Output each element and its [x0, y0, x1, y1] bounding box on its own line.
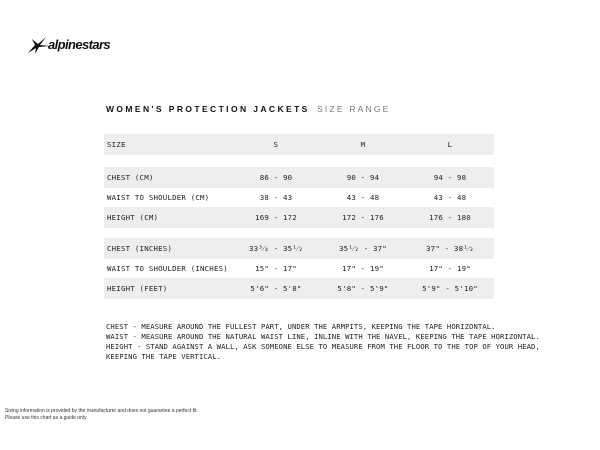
brand-logo: [26, 36, 136, 56]
note-height: HEIGHT - STAND AGAINST A WALL, ASK SOMEONE ELSE TO MEASURE FROM THE FLOOR TO THE TOP OF YOUR HEAD,: [106, 342, 540, 351]
row-label: CHEST (CM): [107, 173, 154, 182]
cell-l: 17" - 19": [429, 264, 471, 273]
table-row: [104, 258, 494, 279]
row-label: HEIGHT (CM): [107, 213, 159, 222]
size-header-s: S: [273, 140, 279, 149]
cell-m: 90 - 94: [346, 173, 380, 182]
table-row: [104, 167, 494, 188]
note-waist: WAIST - MEASURE AROUND THE NATURAL WAIST LINE, INLINE WITH THE NAVEL, KEEPING THE TAPE HORIZONTAL.: [106, 332, 540, 341]
cell-l: 94 - 98: [433, 173, 467, 182]
cell-s: 15" - 17": [255, 264, 297, 273]
cell-m: 43 - 48: [346, 193, 380, 202]
cell-m: 172 - 176: [342, 213, 384, 222]
cell-m: 35¹⁄₂ - 37": [339, 244, 387, 253]
brand-wordmark: alpinestars: [48, 37, 111, 52]
table-row: [104, 238, 494, 259]
row-label: CHEST (INCHES): [107, 244, 173, 253]
cell-s: 38 - 43: [259, 193, 293, 202]
size-header-row: [104, 134, 494, 155]
note-height-cont: KEEPING THE TAPE VERTICAL.: [106, 352, 222, 361]
cell-l: 176 - 180: [429, 213, 471, 222]
cell-l: 5'9" - 5'10": [422, 284, 478, 293]
cell-l: 37" - 38¹⁄₂: [426, 244, 474, 253]
table-row: [104, 207, 494, 228]
cell-l: 43 - 48: [433, 193, 467, 202]
cell-s: 5'6" - 5'8": [250, 284, 302, 293]
size-header-label: SIZE: [107, 140, 126, 149]
table-row: [104, 278, 494, 299]
note-chest: CHEST - MEASURE AROUND THE FULLEST PART, UNDER THE ARMPITS, KEEPING THE TAPE HORIZONTAL.: [106, 322, 496, 331]
cell-m: 5'8" - 5'9": [337, 284, 389, 293]
size-header-l: L: [447, 140, 453, 149]
table-row: [104, 187, 494, 208]
row-label: WAIST TO SHOULDER (CM): [107, 193, 210, 202]
row-label: WAIST TO SHOULDER (INCHES): [107, 264, 228, 273]
disclaimer: [5, 408, 198, 422]
disclaimer-line: Sizing information is provided by the manufacturer and does not guarantee a perfect fit.: [5, 408, 198, 414]
title-main: WOMEN'S PROTECTION JACKETS: [106, 104, 310, 114]
size-header-m: M: [360, 140, 366, 149]
measurement-notes: [106, 322, 540, 362]
row-label: HEIGHT (FEET): [107, 284, 168, 293]
cell-s: 169 - 172: [255, 213, 297, 222]
page-title: [106, 104, 391, 115]
disclaimer-line: Please use this chart as a guide only.: [5, 415, 88, 421]
title-sub: SIZE RANGE: [317, 104, 391, 114]
cell-s: 86 - 90: [259, 173, 293, 182]
cell-s: 33³⁄₄ - 35¹⁄₂: [248, 244, 303, 253]
cell-m: 17" - 19": [342, 264, 384, 273]
